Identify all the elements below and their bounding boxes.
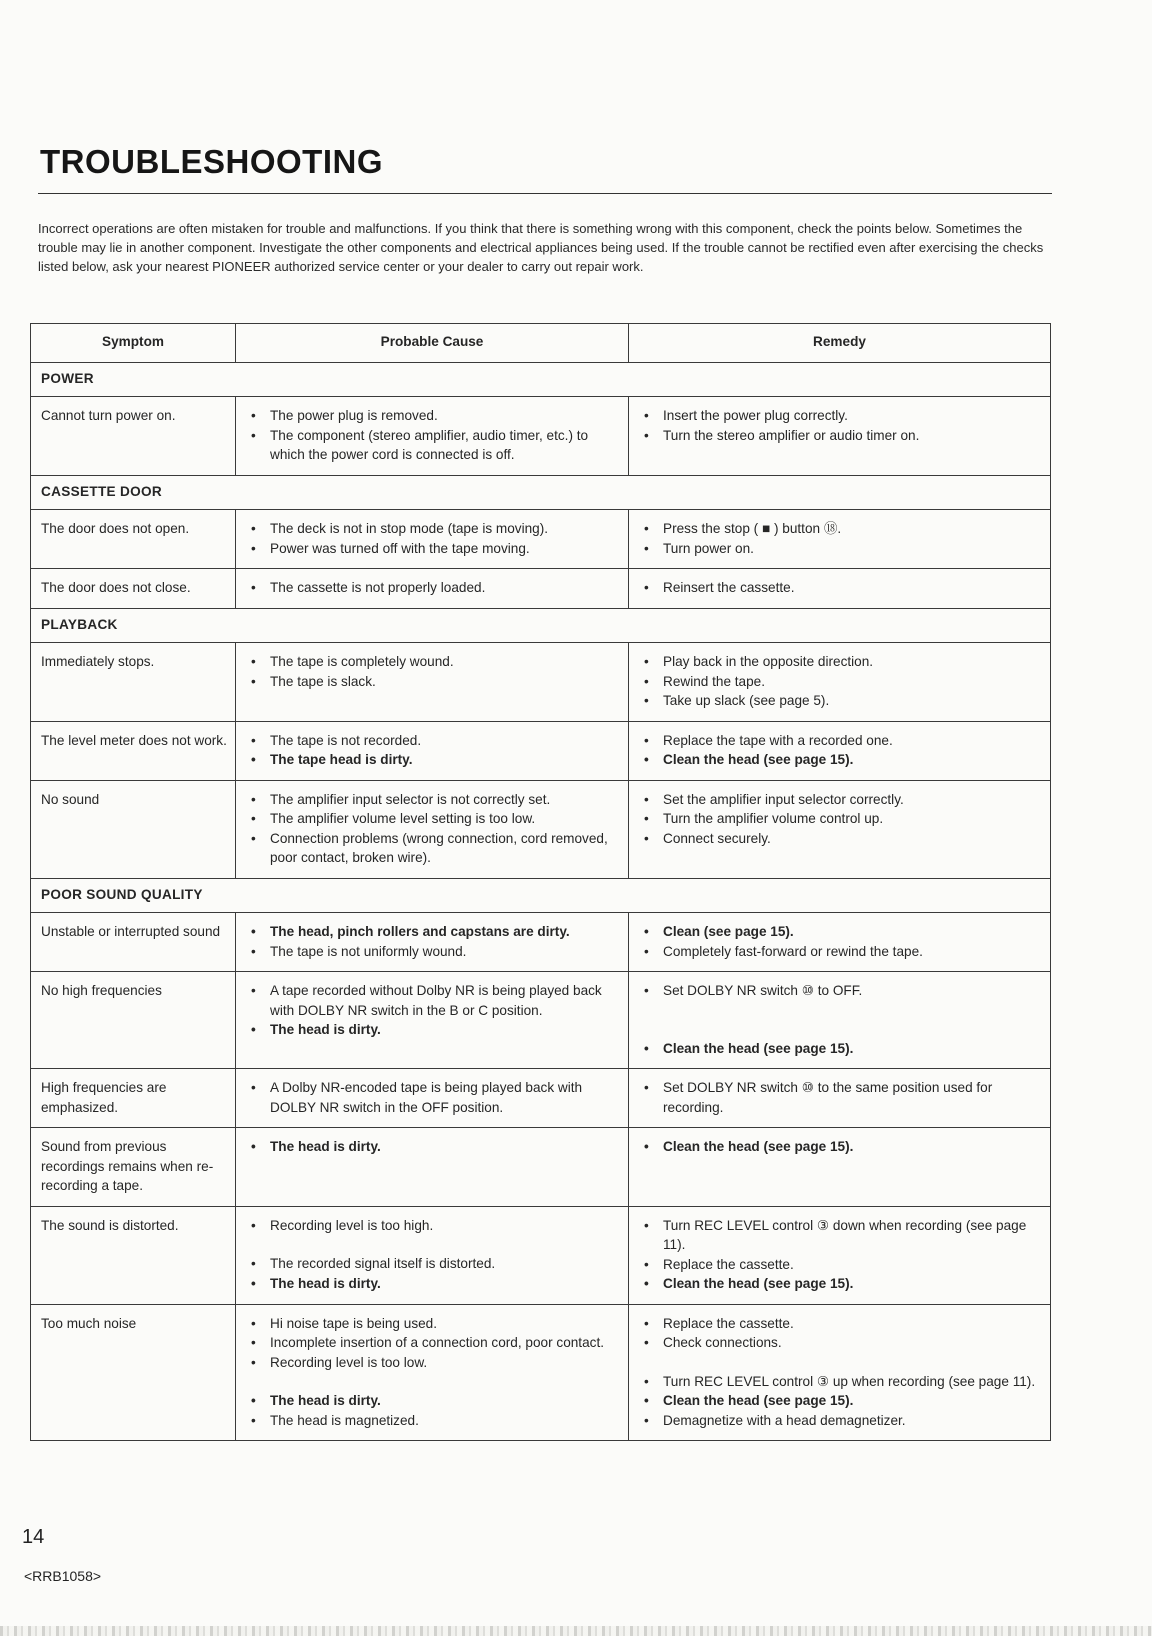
intro-paragraph: Incorrect operations are often mistaken for trouble and malfunctions. If you think that there is something wrong with this component, check the points below. Sometimes the trouble may lie in another component. Investigate the other components and electrical appliances being used. If the trouble cannot be rectified even after exercising the checks listed below, ask your nearest PIONEER authorized service center or your dealer to carry out repair work. bbox=[38, 221, 1044, 274]
remedy-item: • Reinsert the cassette. bbox=[639, 578, 1042, 598]
cause-item: • The head, pinch rollers and capstans are dirty. bbox=[246, 922, 620, 942]
remedy-cell bbox=[629, 569, 1051, 609]
section-row bbox=[31, 878, 1051, 913]
section-row bbox=[31, 475, 1051, 510]
remedy-item: • Completely fast-forward or rewind the tape. bbox=[639, 942, 1042, 962]
symptom-cell: The sound is distorted. bbox=[31, 1206, 236, 1304]
table-row bbox=[31, 1206, 1051, 1304]
table-row bbox=[31, 510, 1051, 569]
symptom-cell: No high frequencies bbox=[31, 972, 236, 1069]
cause-item: • Recording level is too high. bbox=[246, 1216, 620, 1236]
symptom-cell: The level meter does not work. bbox=[31, 721, 236, 780]
remedy-cell bbox=[629, 1304, 1051, 1441]
table-row bbox=[31, 1069, 1051, 1128]
cause-cell bbox=[236, 780, 629, 878]
symptom-cell: No sound bbox=[31, 780, 236, 878]
cause-item: • Connection problems (wrong connection, cord removed, poor contact, broken wire). bbox=[246, 829, 620, 868]
table-row bbox=[31, 397, 1051, 476]
remedy-item: • Set DOLBY NR switch ⑩ to the same position used for recording. bbox=[639, 1078, 1042, 1117]
section-row bbox=[31, 362, 1051, 397]
symptom-cell: Unstable or interrupted sound bbox=[31, 913, 236, 972]
remedy-cell bbox=[629, 510, 1051, 569]
cause-item: • Recording level is too low. bbox=[246, 1353, 620, 1373]
cause-cell bbox=[236, 1206, 629, 1304]
remedy-item: • Turn REC LEVEL control ③ down when recording (see page 11). bbox=[639, 1216, 1042, 1255]
cause-item: • Power was turned off with the tape moving. bbox=[246, 539, 620, 559]
cause-item: • The tape head is dirty. bbox=[246, 750, 620, 770]
symptom-cell: Immediately stops. bbox=[31, 643, 236, 722]
remedy-item: • Play back in the opposite direction. bbox=[639, 652, 1042, 672]
remedy-cell bbox=[629, 1128, 1051, 1207]
cause-item: • The head is dirty. bbox=[246, 1274, 620, 1294]
cause-cell bbox=[236, 643, 629, 722]
remedy-item: • Connect securely. bbox=[639, 829, 1042, 849]
remedy-item: • Clean (see page 15). bbox=[639, 922, 1042, 942]
symptom-cell: The door does not open. bbox=[31, 510, 236, 569]
cause-item: • A Dolby NR-encoded tape is being played back with DOLBY NR switch in the OFF position. bbox=[246, 1078, 620, 1117]
remedy-cell bbox=[629, 397, 1051, 476]
section-row bbox=[31, 608, 1051, 643]
table-row bbox=[31, 643, 1051, 722]
remedy-item: • Turn REC LEVEL control ③ up when recording (see page 11). bbox=[639, 1372, 1042, 1392]
remedy-item: • Set DOLBY NR switch ⑩ to OFF. bbox=[639, 981, 1042, 1001]
header-remedy: Remedy bbox=[629, 324, 1051, 363]
symptom-cell: Too much noise bbox=[31, 1304, 236, 1441]
cause-cell bbox=[236, 972, 629, 1069]
document-code: <RRB1058> bbox=[24, 1568, 102, 1584]
cause-item: • The power plug is removed. bbox=[246, 406, 620, 426]
cause-item: • The tape is not uniformly wound. bbox=[246, 942, 620, 962]
remedy-item: • Press the stop ( ■ ) button ⑱. bbox=[639, 519, 1042, 539]
remedy-item: • Set the amplifier input selector correctly. bbox=[639, 790, 1042, 810]
cause-item: • The head is dirty. bbox=[246, 1137, 620, 1157]
remedy-item: • Demagnetize with a head demagnetizer. bbox=[639, 1411, 1042, 1431]
cause-item: • The tape is completely wound. bbox=[246, 652, 620, 672]
table-row bbox=[31, 1304, 1051, 1441]
remedy-cell bbox=[629, 913, 1051, 972]
remedy-cell bbox=[629, 1206, 1051, 1304]
remedy-item: • Clean the head (see page 15). bbox=[639, 1391, 1042, 1411]
cause-item: • The head is magnetized. bbox=[246, 1411, 620, 1431]
cause-item: • The deck is not in stop mode (tape is moving). bbox=[246, 519, 620, 539]
remedy-item: • Clean the head (see page 15). bbox=[639, 750, 1042, 770]
remedy-item: • Take up slack (see page 5). bbox=[639, 691, 1042, 711]
remedy-item: • Check connections. bbox=[639, 1333, 1042, 1353]
cause-item: • The head is dirty. bbox=[246, 1020, 620, 1040]
remedy-item: • Clean the head (see page 15). bbox=[639, 1137, 1042, 1157]
symptom-cell: Cannot turn power on. bbox=[31, 397, 236, 476]
cause-cell bbox=[236, 1128, 629, 1207]
table-header-row bbox=[31, 324, 1051, 363]
cause-cell bbox=[236, 721, 629, 780]
cause-item: • The head is dirty. bbox=[246, 1391, 620, 1411]
remedy-item: • Clean the head (see page 15). bbox=[639, 1039, 1042, 1059]
remedy-item: • Insert the power plug correctly. bbox=[639, 406, 1042, 426]
section-playback: PLAYBACK bbox=[31, 608, 1051, 643]
symptom-cell: The door does not close. bbox=[31, 569, 236, 609]
cause-cell bbox=[236, 397, 629, 476]
remedy-cell bbox=[629, 721, 1051, 780]
table-row bbox=[31, 780, 1051, 878]
symptom-cell: Sound from previous recordings remains when re-recording a tape. bbox=[31, 1128, 236, 1207]
remedy-cell bbox=[629, 1069, 1051, 1128]
page-number: 14 bbox=[22, 1526, 45, 1548]
table-row bbox=[31, 913, 1051, 972]
cause-item: • A tape recorded without Dolby NR is being played back with DOLBY NR switch in the B or C position. bbox=[246, 981, 620, 1020]
cause-item: • The amplifier input selector is not correctly set. bbox=[246, 790, 620, 810]
troubleshooting-table bbox=[30, 323, 1051, 1441]
remedy-item: • Replace the tape with a recorded one. bbox=[639, 731, 1042, 751]
header-symptom: Symptom bbox=[31, 324, 236, 363]
remedy-cell bbox=[629, 780, 1051, 878]
cause-cell bbox=[236, 1069, 629, 1128]
cause-cell bbox=[236, 913, 629, 972]
section-poor-sound-quality: POOR SOUND QUALITY bbox=[31, 878, 1051, 913]
remedy-item: • Turn the amplifier volume control up. bbox=[639, 809, 1042, 829]
cause-item: • The tape is slack. bbox=[246, 672, 620, 692]
table-row bbox=[31, 721, 1051, 780]
title-rule bbox=[38, 193, 1052, 194]
section-cassette-door: CASSETTE DOOR bbox=[31, 475, 1051, 510]
remedy-cell bbox=[629, 972, 1051, 1069]
table-row bbox=[31, 972, 1051, 1069]
cause-item: • Hi noise tape is being used. bbox=[246, 1314, 620, 1334]
cause-item: • The recorded signal itself is distorted. bbox=[246, 1254, 620, 1274]
cause-item: • The amplifier volume level setting is too low. bbox=[246, 809, 620, 829]
cause-item: • The cassette is not properly loaded. bbox=[246, 578, 620, 598]
cause-item: • The tape is not recorded. bbox=[246, 731, 620, 751]
cause-item: • The component (stereo amplifier, audio timer, etc.) to which the power cord is connected is off. bbox=[246, 426, 620, 465]
table-row bbox=[31, 1128, 1051, 1207]
cause-cell bbox=[236, 1304, 629, 1441]
section-power: POWER bbox=[31, 362, 1051, 397]
remedy-cell bbox=[629, 643, 1051, 722]
page-title: TROUBLESHOOTING bbox=[40, 143, 383, 180]
symptom-cell: High frequencies are emphasized. bbox=[31, 1069, 236, 1128]
remedy-item: • Rewind the tape. bbox=[639, 672, 1042, 692]
cause-cell bbox=[236, 569, 629, 609]
remedy-item: • Replace the cassette. bbox=[639, 1255, 1042, 1275]
remedy-item: • Turn the stereo amplifier or audio timer on. bbox=[639, 426, 1042, 446]
remedy-item: • Clean the head (see page 15). bbox=[639, 1274, 1042, 1294]
table-row bbox=[31, 569, 1051, 609]
remedy-item: • Turn power on. bbox=[639, 539, 1042, 559]
cause-item: • Incomplete insertion of a connection cord, poor contact. bbox=[246, 1333, 620, 1353]
cause-cell bbox=[236, 510, 629, 569]
scan-edge bbox=[0, 1626, 1152, 1636]
remedy-item: • Replace the cassette. bbox=[639, 1314, 1042, 1334]
header-probable-cause: Probable Cause bbox=[236, 324, 629, 363]
